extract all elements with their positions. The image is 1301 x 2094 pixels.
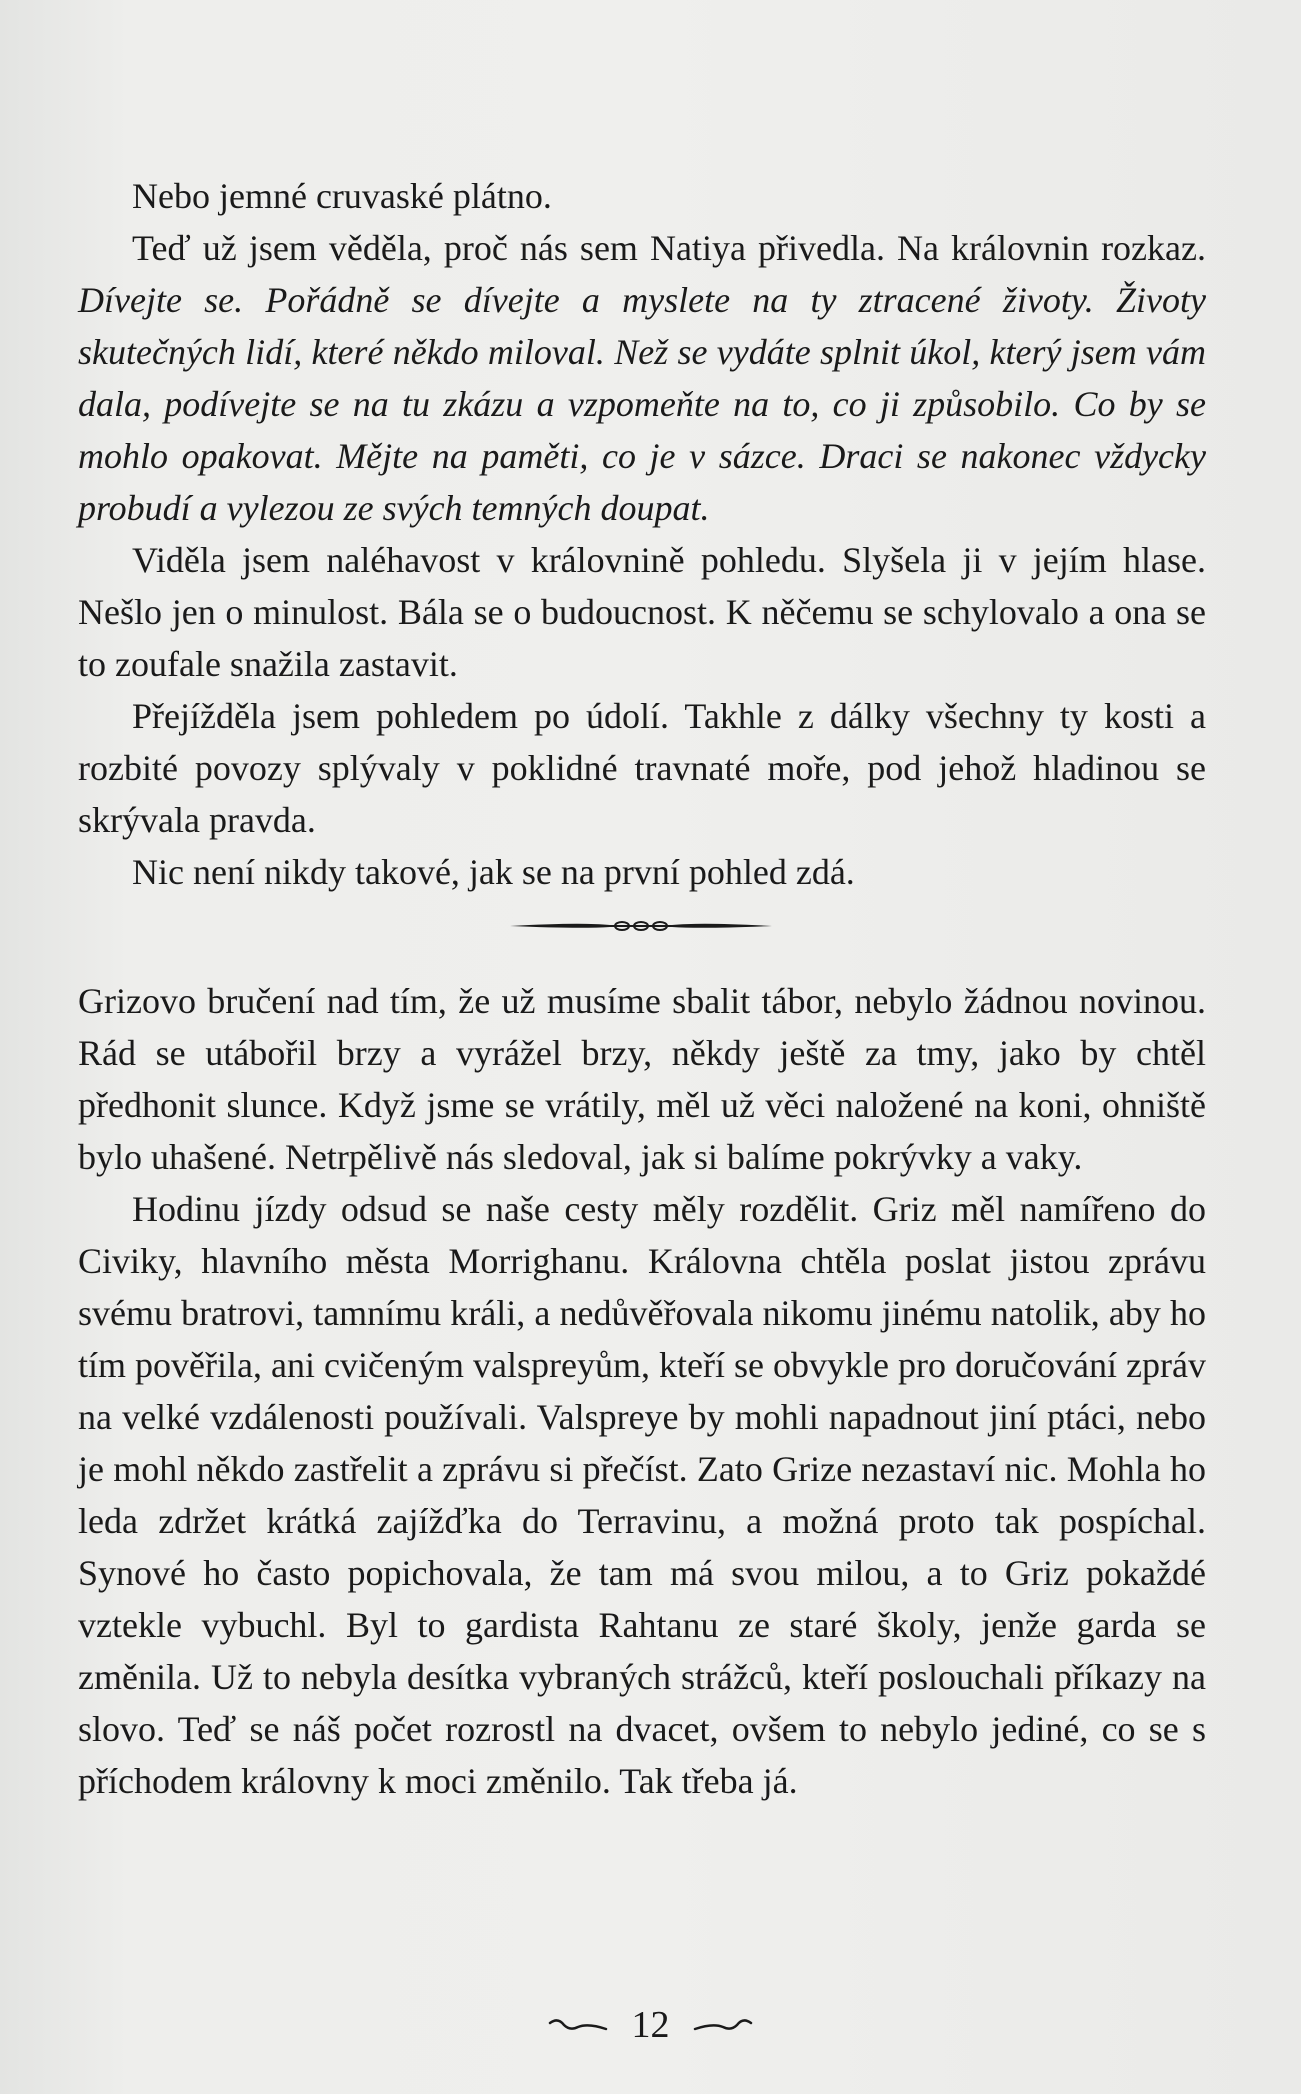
right-swash-ornament: [693, 2015, 753, 2035]
paragraph: [78, 222, 1206, 534]
paragraph: Hodinu jízdy odsud se naše cesty měly rozdělit. Griz měl namířeno do Civiky, hlavního města Morrighanu. Královna chtěla poslat jistou zprávu svému bratrovi, tamnímu králi, a nedůvěřovala nikomu jinému natolik, aby ho tím pověřila, ani cvičeným valspreyům, kteří se obvykle pro doručování zpráv na velké vzdálenosti používali. Valspreye by mohli napadnout jiní ptáci, nebo je mohl někdo zastřelit a zprávu si přečíst. Zato Grize nezastaví nic. Mohla ho leda zdržet krátká zajížďka do Terravinu, a možná proto tak pospíchal. Synové ho často popichovala, že tam má svou milou, a to Griz pokaždé vztekle vybuchl. Byl to gardista Rahtanu ze staré školy, jenže garda se změnila. Už to nebyla desítka vybraných strážců, kteří poslouchali příkazy na slovo. Teď se náš počet rozrostl na dvacet, ovšem to nebylo jediné, co se s příchodem královny k moci změnilo. Tak třeba já.: [78, 1189, 1206, 1801]
paragraph: Nebo jemné cruvaské plátno.: [132, 176, 552, 216]
page-number: 12: [631, 2004, 670, 2047]
left-swash-ornament: [548, 2015, 608, 2035]
paragraph-text: Teď už jsem věděla, proč nás sem Natiya přivedla. Na královnin rozkaz.: [132, 228, 1206, 268]
section-one: [78, 170, 1206, 898]
italic-quote: Dívejte se. Pořádně se dívejte a myslete na ty ztracené životy. Životy skutečných lidí, které někdo miloval. Než se vydáte splnit úkol, který jsem vám dala, podívejte se na tu zkázu a vzpomeňte na to, co ji způsobilo. Co by se mohlo opakovat. Mějte na paměti, co je v sázce. Draci se nakonec vždycky probudí a vylezou ze svých temných doupat.: [78, 280, 1206, 528]
paragraph: Viděla jsem naléhavost v královnině pohledu. Slyšela ji v jejím hlase. Nešlo jen o minulost. Bála se o budoucnost. K něčemu se schylovalo a ona se to zoufale snažila zastavit.: [78, 540, 1206, 684]
paragraph: Nic není nikdy takové, jak se na první pohled zdá.: [132, 852, 855, 892]
paragraph: Přejížděla jsem pohledem po údolí. Takhle z dálky všechny ty kosti a rozbité povozy splývaly v poklidné travnaté moře, pod jehož hladinou se skrývala pravda.: [78, 696, 1206, 840]
paragraph: Grizovo bručení nad tím, že už musíme sbalit tábor, nebylo žádnou novinou. Rád se utábořil brzy a vyrážel brzy, někdy ještě za tmy, jako by chtěl předhonit slunce. Když jsme se vrátily, měl už věci naložené na koni, ohniště bylo uhašené. Netrpělivě nás sledoval, jak si balíme pokrývky a vaky.: [78, 981, 1206, 1177]
section-two: [78, 975, 1206, 1807]
page-footer: [0, 2000, 1301, 2047]
section-divider-ornament: [510, 916, 772, 936]
